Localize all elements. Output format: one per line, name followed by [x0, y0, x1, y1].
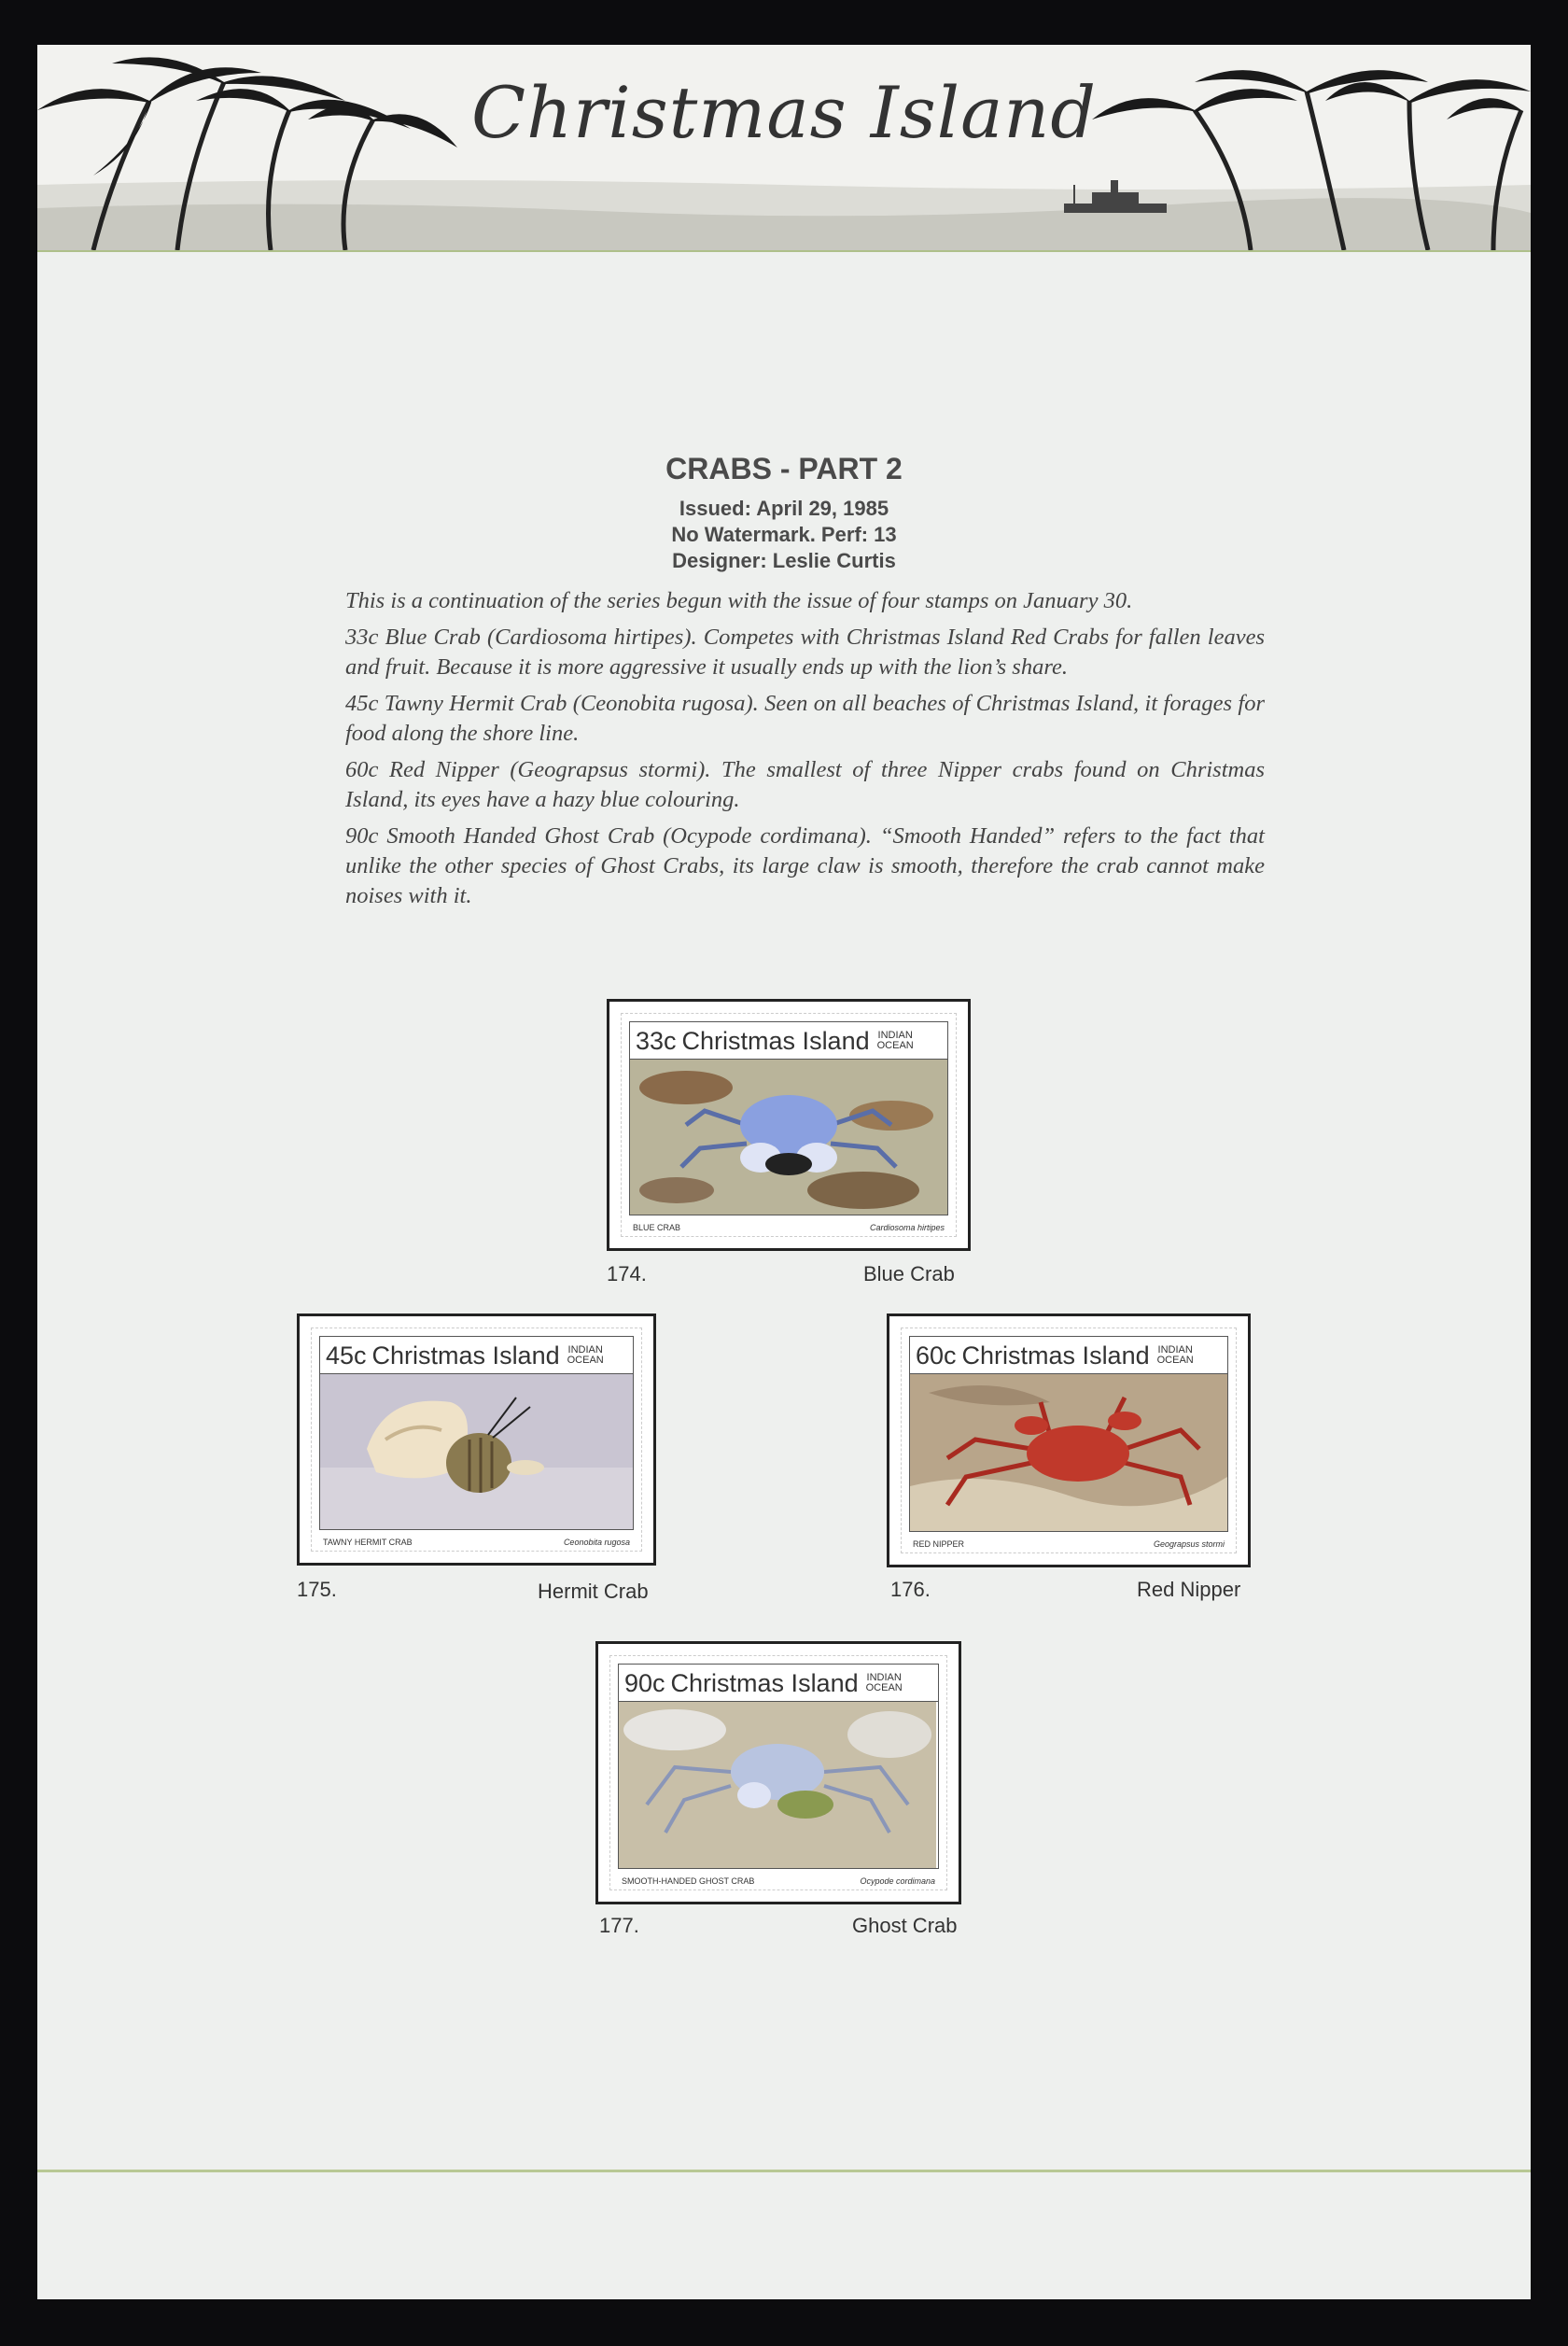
- stamp-latin-name: Cardiosoma hirtipes: [869, 1223, 945, 1232]
- stamp-caption: [323, 1538, 630, 1547]
- stamp-header: [618, 1664, 939, 1702]
- stamp-value: 45c: [326, 1341, 367, 1370]
- stamp-174: [621, 1013, 957, 1237]
- stamp-country: Christmas Island: [371, 1341, 560, 1370]
- album-page: [37, 45, 1531, 2299]
- stamp-number: 175.: [297, 1578, 337, 1601]
- stamp-common-name: TAWNY HERMIT CRAB: [323, 1538, 413, 1547]
- stamp-number: 176.: [890, 1578, 931, 1601]
- stamp-caption: [622, 1876, 935, 1886]
- page-title: CRABS - PART 2: [665, 452, 903, 485]
- stamp-176: [901, 1328, 1237, 1553]
- description-paragraph: 45c Tawny Hermit Crab (Ceonobita rugosa). Seen on all beaches of Christmas Island, it forages for food along the shore line.: [345, 691, 1265, 746]
- stamp-label: Red Nipper: [1137, 1578, 1241, 1601]
- stamp-label: Blue Crab: [863, 1262, 955, 1285]
- red-nipper-illustration: [910, 1374, 1227, 1532]
- stamp-header: [629, 1021, 948, 1060]
- stamp-picture-hermit-crab: [319, 1373, 634, 1530]
- stamp-label: Ghost Crab: [852, 1914, 958, 1937]
- designer: Designer: Leslie Curtis: [672, 549, 896, 572]
- stamp-common-name: BLUE CRAB: [633, 1223, 681, 1232]
- blue-crab-illustration: [630, 1060, 947, 1215]
- stamp-country: Christmas Island: [670, 1668, 859, 1697]
- stamp-175: [311, 1328, 642, 1552]
- stamp-country: Christmas Island: [681, 1026, 870, 1055]
- banner-title: Christmas Island: [470, 71, 1098, 154]
- footer-divider: [37, 2170, 1531, 2172]
- description-paragraph: 33c Blue Crab (Cardiosoma hirtipes). Competes with Christmas Island Red Crabs for fallen leaves and fruit. Because it is more aggressive it usually ends up with the lion’s share.: [345, 625, 1265, 680]
- stamp-label: Hermit Crab: [538, 1580, 649, 1603]
- stamp-country: Christmas Island: [961, 1341, 1150, 1370]
- issued-date: Issued: April 29, 1985: [679, 497, 889, 520]
- stamp-picture-blue-crab: [629, 1059, 948, 1215]
- stamp-common-name: RED NIPPER: [913, 1539, 965, 1549]
- description-paragraph: This is a continuation of the series begun with the issue of four stamps on January 30.: [345, 588, 1133, 613]
- stamp-mount-177: [595, 1641, 961, 1904]
- banner-divider: [37, 250, 1531, 252]
- stamp-common-name: SMOOTH-HANDED GHOST CRAB: [622, 1876, 755, 1886]
- stamp-picture-ghost-crab: [618, 1701, 939, 1869]
- stamp-caption: [913, 1539, 1225, 1549]
- stamp-latin-name: Geograpsus stormi: [1153, 1539, 1225, 1549]
- hermit-crab-illustration: [320, 1374, 634, 1530]
- stamp-header: [319, 1336, 634, 1374]
- stamp-mount-174: [607, 999, 971, 1251]
- banner: [37, 45, 1531, 250]
- stamp-value: 60c: [916, 1341, 957, 1370]
- stamp-picture-red-nipper: [909, 1373, 1228, 1532]
- stamp-177: [609, 1655, 947, 1890]
- stamp-ocean: INDIAN OCEAN: [1156, 1344, 1194, 1366]
- ghost-crab-illustration: [619, 1702, 936, 1869]
- description: [345, 586, 1265, 918]
- stamp-ocean: INDIAN OCEAN: [865, 1672, 903, 1693]
- stamp-number: 177.: [599, 1914, 639, 1937]
- stamp-mount-175: [297, 1313, 656, 1566]
- stamp-caption: [633, 1223, 945, 1232]
- stamp-ocean: INDIAN OCEAN: [567, 1344, 604, 1366]
- stamp-value: 33c: [636, 1026, 677, 1055]
- stamp-value: 90c: [624, 1668, 665, 1697]
- stamp-latin-name: Ceonobita rugosa: [563, 1538, 630, 1547]
- stamp-header: [909, 1336, 1228, 1374]
- stamp-mount-176: [887, 1313, 1251, 1567]
- description-paragraph: 60c Red Nipper (Geograpsus stormi). The smallest of three Nipper crabs found on Christmas Island, its eyes have a hazy blue colouring.: [345, 757, 1265, 812]
- stamp-number: 174.: [607, 1262, 647, 1285]
- stamp-latin-name: Ocypode cordimana: [860, 1876, 935, 1886]
- description-paragraph: 90c Smooth Handed Ghost Crab (Ocypode cordimana). “Smooth Handed” refers to the fact that unlike the other species of Ghost Crabs, its large claw is smooth, therefore the crab cannot make noises with it.: [345, 823, 1265, 908]
- stamp-ocean: INDIAN OCEAN: [876, 1030, 914, 1051]
- watermark-perf: No Watermark. Perf: 13: [671, 523, 897, 546]
